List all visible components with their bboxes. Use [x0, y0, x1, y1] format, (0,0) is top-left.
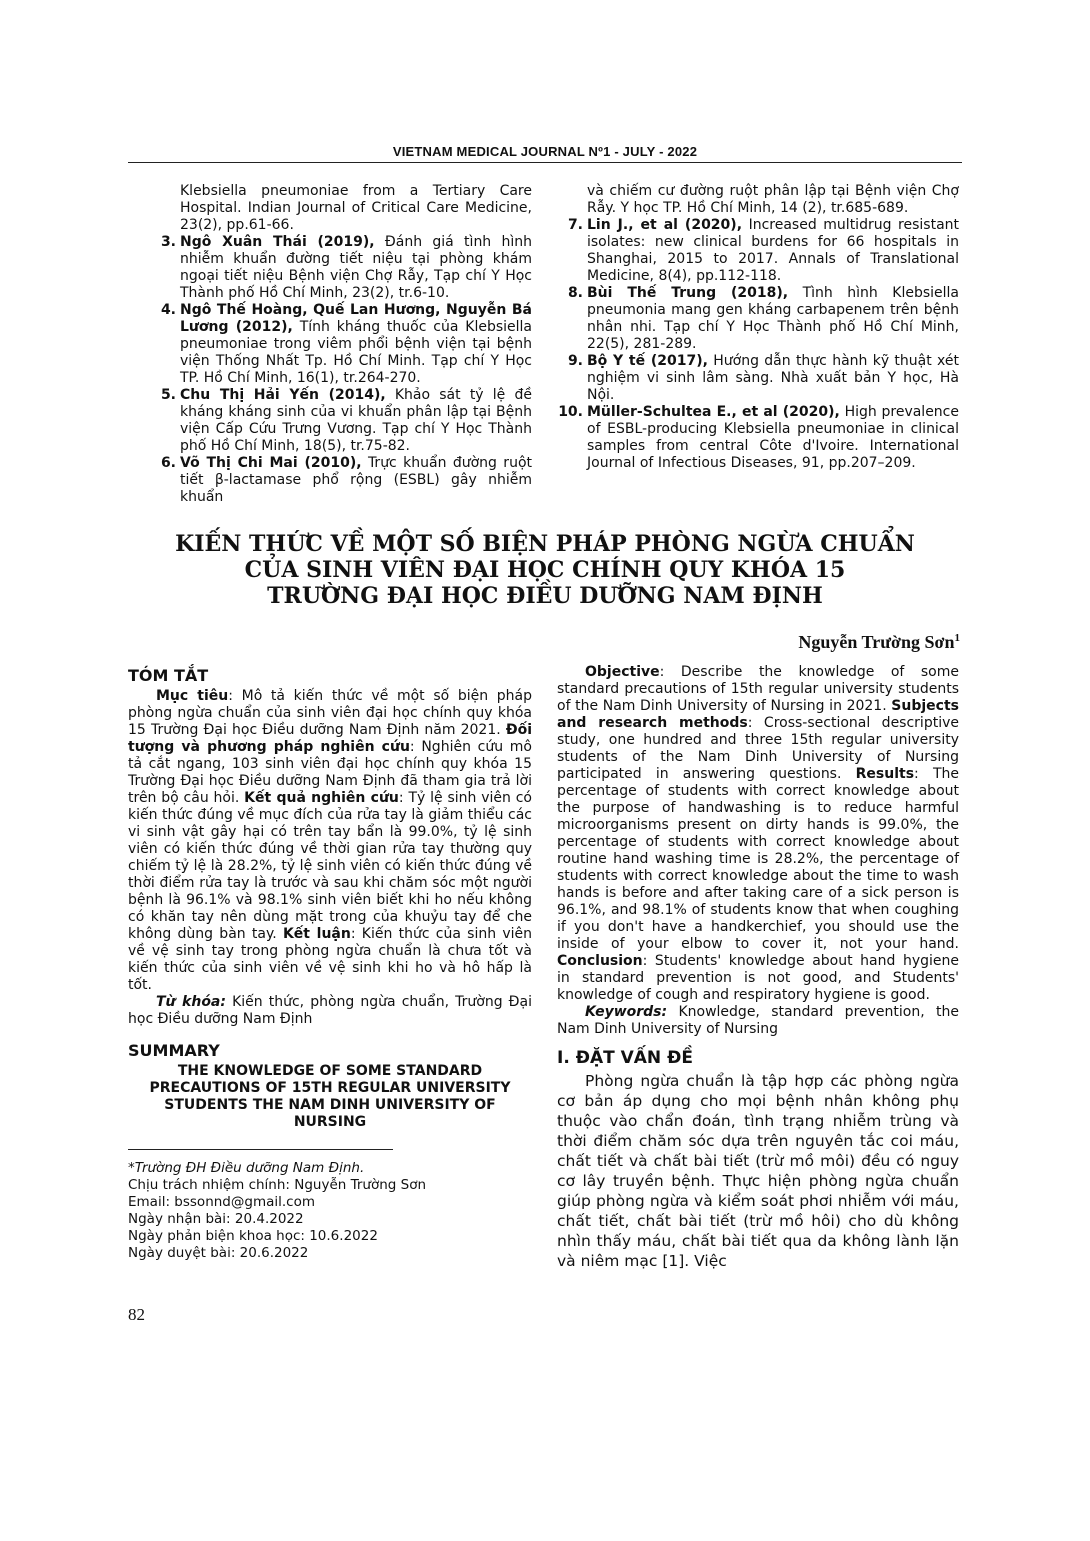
summary-abstract	[557, 664, 959, 1004]
reference-item	[557, 217, 959, 285]
reference-number: 10.	[558, 404, 583, 420]
reference-number: 3.	[160, 234, 176, 250]
reference-number: 9.	[567, 353, 583, 369]
reference-author: Lin J., et al (2020),	[587, 217, 743, 233]
abstract-text: : Describe the knowledge of some standard precautions of 15th regular university students of the Nam Dinh University of Nursing in 2021.	[557, 664, 959, 714]
reference-item	[557, 285, 959, 353]
abstract-text: : Students' knowledge about hand hygiene in standard prevention is not good, and Students' knowledge of cough and respiratory hygiene is good.	[557, 953, 959, 1003]
abstract-text: : Nghiên cứu mô tả cắt ngang, 103 sinh viên đại học chính quy khóa 15 Trường Đại học Điều dưỡng Nam Định đã tham gia trả lời trên bộ câu hỏi.	[128, 739, 532, 806]
abstract-label: Conclusion	[557, 953, 643, 969]
reference-item	[557, 404, 959, 472]
reference-author: Ngô Thế Hoàng, Quế Lan Hương, Nguyễn Bá Lương (2012),	[180, 302, 532, 335]
keywords-label: Keywords:	[585, 1004, 668, 1020]
summary-keywords	[557, 1004, 959, 1038]
abstract-text: : Tỷ lệ sinh viên có kiến thức đúng về mục đích của rửa tay là giảm thiểu các vi sinh vật gây hại có trên tay bẩn là 99.0%, tỷ lệ sinh viên có kiến thức đúng về thời gian rửa tay thường quy chiếm tỷ lệ là 28.2%, tỷ lệ sinh viên có kiến thức đúng về thời điểm rửa tay là trước và sau khi chăm sóc một người bệnh là 96.1% và 98.1% sinh viên biết khi ho nếu không có khăn tay nên dùng mặt trong của khuỷu tay để che không dùng bàn tay.	[128, 790, 532, 942]
reference-continuation: Klebsiella pneumoniae from a Tertiary Care Hospital. Indian Journal of Critical Care Medicine, 23(2), pp.61-66.	[180, 183, 532, 233]
footnote-responsible: Chịu trách nhiệm chính: Nguyễn Trường Sơn	[128, 1177, 427, 1193]
abstract-right-column	[557, 664, 959, 1271]
footnote	[128, 1160, 532, 1262]
reference-item	[557, 353, 959, 404]
page-number: 82	[128, 1305, 145, 1324]
keywords-label: Từ khóa:	[156, 994, 226, 1010]
abstract-label: Subjects and research methods	[557, 698, 959, 731]
reference-item	[150, 387, 532, 455]
reference-number: 8.	[567, 285, 583, 301]
footnote-divider	[128, 1149, 393, 1150]
abstract-left-column	[128, 667, 532, 1262]
reference-text: Tính kháng thuốc của Klebsiella pneumoniae trong viêm phổi bệnh viện tại bệnh viện Thống Nhất Tp. Hồ Chí Minh. Tạp chí Y Học TP. Hồ Chí Minh, 16(1), tr.264-270.	[180, 319, 533, 386]
intro-heading: I. ĐẶT VẤN ĐỀ	[557, 1048, 693, 1068]
reference-author: Chu Thị Hải Yến (2014),	[180, 387, 386, 403]
reference-author: Ngô Xuân Thái (2019),	[180, 234, 375, 250]
reference-author: Bùi Thế Trung (2018),	[587, 285, 789, 301]
abstract-label: Đối tượng và phương pháp nghiên cứu	[128, 722, 532, 755]
reference-text: High prevalence of ESBL-producing Klebsiella pneumoniae in clinical samples from central Côte d'Ivoire. International Journal of Infectious Diseases, 91, pp.207–209.	[587, 404, 959, 471]
references-left-column	[150, 183, 532, 506]
reference-author: Müller-Schultea E., et al (2020),	[587, 404, 840, 420]
abstract-label: Objective	[585, 664, 660, 680]
article-title	[128, 531, 962, 609]
reference-number: 7.	[567, 217, 583, 233]
abstract-text: : The percentage of students with correct knowledge about the purpose of handwashing is to reduce harmful microorganisms present on dirty hands is 99.0%, the percentage of students with correct knowledge about routine hand washing time is 28.2%, the percentage of students with correct knowledge about the time to wash hands is before and after taking care of a sick person is 96.1%, and 98.1% of students know that when coughing if you don't have a handkerchief, you should use the inside of your elbow to cover it, not your hand.	[557, 766, 959, 952]
footnote-reviewed: Ngày phản biện khoa học: 10.6.2022	[128, 1228, 378, 1244]
reference-continuation: và chiếm cư đường ruột phân lập tại Bệnh viện Chợ Rẫy. Y học TP. Hồ Chí Minh, 14 (2), tr.685-689.	[587, 183, 959, 216]
abstract-text: : Cross-sectional descriptive study, one hundred and three 15th regular university students of the Nam Dinh University of Nursing participated in answering questions.	[557, 715, 959, 782]
reference-text: Đánh giá tình hình nhiễm khuẩn đường tiết niệu tại phòng khám ngoại tiết niệu Bệnh viện Chợ Rẫy, Tạp chí Y Học Thành phố Hồ Chí Minh, 23(2), tr.6-10.	[180, 234, 533, 301]
reference-text: Tình hình Klebsiella pneumonia mang gen kháng carbapenem trên bệnh nhân nhi. Tạp chí Y Học Thành phố Hồ Chí Minh, 22(5), 281-289.	[587, 285, 959, 352]
reference-number: 6.	[160, 455, 176, 471]
keywords-text: Kiến thức, phòng ngừa chuẩn, Trường Đại học Điều dưỡng Nam Định	[128, 994, 532, 1027]
summary-heading: SUMMARY	[128, 1041, 220, 1060]
tomtat-abstract	[128, 688, 532, 994]
reference-number: 4.	[160, 302, 176, 318]
header-divider	[128, 162, 962, 163]
reference-number: 5.	[160, 387, 176, 403]
journal-header: VIETNAM MEDICAL JOURNAL Nº1 - JULY - 2022	[392, 144, 698, 159]
author-affiliation-mark: 1	[954, 632, 960, 644]
title-line: CỦA SINH VIÊN ĐẠI HỌC CHÍNH QUY KHÓA 15	[244, 557, 846, 583]
reference-item	[150, 455, 532, 506]
abstract-label: Kết luận	[282, 926, 351, 942]
abstract-label: Kết quả nghiên cứu	[244, 790, 399, 806]
reference-text: Trực khuẩn đường ruột tiết β-lactamase phổ rộng (ESBL) gây nhiễm khuẩn	[180, 455, 532, 505]
abstract-text: : Kiến thức của sinh viên về vệ sinh tay trong phòng ngừa chuẩn là chưa tốt và kiến thức của sinh viên về vệ sinh khi ho và hô hấp là tốt.	[128, 926, 533, 993]
references-right-column	[557, 183, 959, 472]
title-line: TRƯỜNG ĐẠI HỌC ĐIỀU DƯỠNG NAM ĐỊNH	[267, 583, 823, 609]
title-line: KIẾN THỨC VỀ MỘT SỐ BIỆN PHÁP PHÒNG NGỪA CHUẨN	[175, 531, 915, 557]
reference-author: Võ Thị Chi Mai (2010),	[180, 455, 362, 471]
reference-text: Hướng dẫn thực hành kỹ thuật xét nghiệm vi sinh lâm sàng. Nhà xuất bản Y học, Hà Nội.	[587, 353, 959, 403]
footnote-accepted: Ngày duyệt bài: 20.6.2022	[128, 1245, 309, 1261]
reference-text: Khảo sát tỷ lệ đề kháng kháng sinh của vi khuẩn phân lập tại Bệnh viện Cấp Cứu Trưng Vương. Tạp chí Y Học Thành phố Hồ Chí Minh, 18(5), tr.75-82.	[180, 387, 532, 454]
abstract-text: : Mô tả kiến thức về một số biện pháp phòng ngừa chuẩn của sinh viên đại học chính quy khóa 15 Trường Đại học Điều dưỡng Nam Định năm 2021.	[128, 688, 532, 738]
summary-title: THE KNOWLEDGE OF SOME STANDARD PRECAUTIONS OF 15TH REGULAR UNIVERSITY STUDENTS THE NAM DINH UNIVERSITY OF NURSING	[149, 1063, 511, 1130]
footnote-email: Email: bssonnd@gmail.com	[128, 1194, 315, 1210]
footnote-affiliation: *Trường ĐH Điều dưỡng Nam Định.	[128, 1160, 365, 1176]
keywords-text: Knowledge, standard prevention, the Nam Dinh University of Nursing	[557, 1004, 959, 1037]
reference-item	[150, 302, 532, 387]
abstract-label: Mục tiêu	[156, 688, 229, 704]
intro-text: Phòng ngừa chuẩn là tập hợp các phòng ngừa cơ bản áp dụng cho mọi bệnh nhân không phụ thuộc vào chẩn đoán, tình trạng nhiễm trùng và thời điểm chăm sóc dựa trên nguyên tắc coi máu, chất tiết và chất bài tiết (trừ mồ môi) đều có nguy cơ lây truyền bệnh. Thực hiện phòng ngừa chuẩn giúp phòng ngừa và kiểm soát phơi nhiễm với máu, chất tiết, chất bài tiết (trừ mồ hôi) cho dù không nhìn thấy máu, chất bài tiết qua da không lành lặn và niêm mạc [1]. Việc	[557, 1072, 959, 1270]
tomtat-keywords	[128, 994, 532, 1028]
tomtat-heading: TÓM TẮT	[128, 666, 209, 685]
article-author	[798, 632, 960, 653]
footnote-received: Ngày nhận bài: 20.4.2022	[128, 1211, 304, 1227]
reference-author: Bộ Y tế (2017),	[587, 353, 708, 369]
abstract-label: Results	[855, 766, 915, 782]
author-name: Nguyễn Trường Sơn	[798, 632, 955, 652]
reference-text: Increased multidrug resistant isolates: new clinical burdens for 66 hospitals in Shanghai, 2015 to 2017. Annals of Translational Medicine, 8(4), pp.112-118.	[587, 217, 960, 284]
reference-item	[150, 234, 532, 302]
